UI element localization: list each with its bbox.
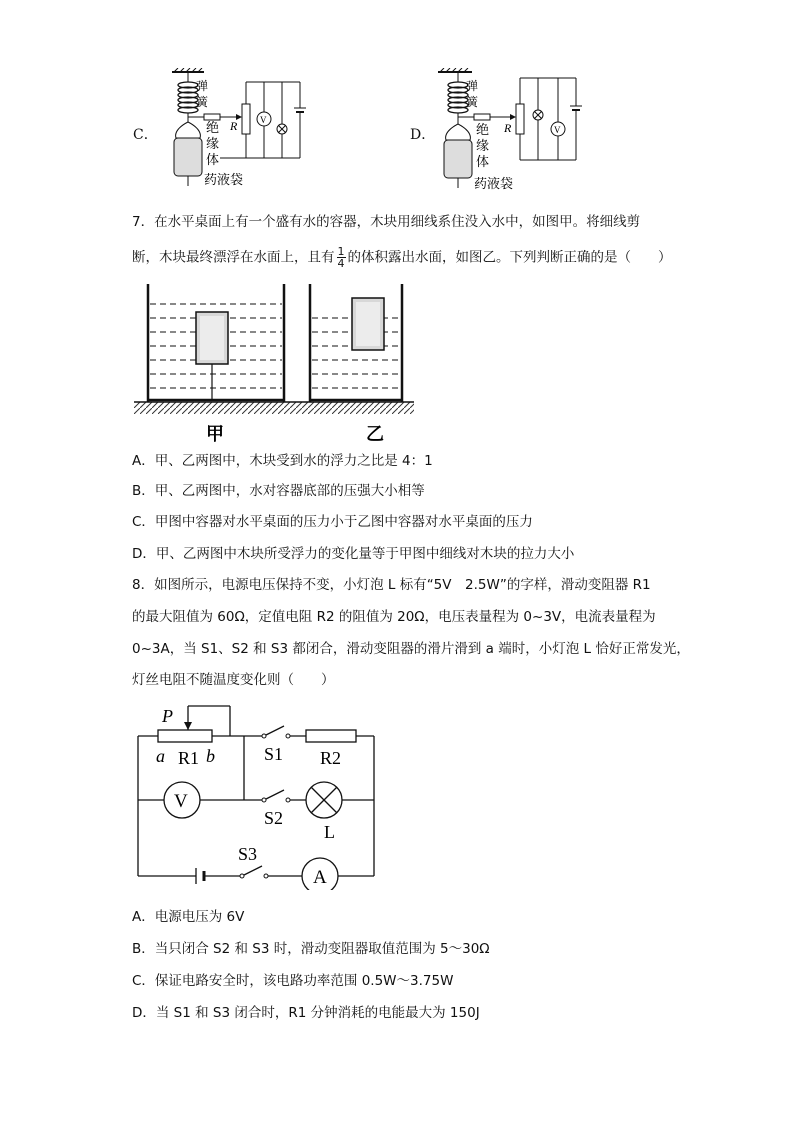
q8-end-b-label: b	[206, 746, 215, 766]
q8-r2-label: R2	[320, 748, 342, 768]
q8-option-c[interactable]: C．保证电路安全时，该电路功率范围 0.5W～3.75W	[132, 973, 454, 989]
q8-option-b[interactable]: B．当只闭合 S2 和 S3 时，滑动变阻器取值范围为 5～30Ω	[132, 941, 490, 957]
q8-end-a-label: a	[156, 746, 165, 766]
q6c-spring-label2: 簧	[196, 95, 209, 109]
q8-s1-label: S1	[264, 744, 284, 764]
q8-slider-label: P	[162, 706, 173, 726]
q7-container-left	[148, 284, 284, 402]
q6c-bag-label: 药液袋	[204, 173, 244, 188]
q6-option-c-label[interactable]: C．	[133, 127, 158, 143]
q6d-r-label: R	[504, 121, 512, 135]
q7-stem-line2a: 断，木块最终漂浮在水面上，且有	[132, 249, 335, 266]
q7-fraction-den: 4	[337, 257, 345, 270]
q6d-lamp-icon	[533, 110, 543, 120]
q7-fig-right-label: 乙	[366, 424, 384, 444]
q8-r1-label: R1	[178, 748, 200, 768]
q6d-spring-label2: 簧	[466, 95, 479, 109]
q6-option-d-diagram	[438, 68, 588, 194]
q6d-insulator-label3: 体	[476, 155, 490, 170]
q8-option-d[interactable]: D．当 S1 和 S3 闭合时，R1 分钟消耗的电能最大为 150J	[132, 1005, 480, 1021]
q6d-insulator-label1: 绝	[476, 123, 490, 138]
q6c-insulator-label3: 体	[206, 153, 220, 168]
q6c-spring-label: 弹	[196, 79, 209, 93]
q7-option-b[interactable]: B．甲、乙两图中，水对容器底部的压强大小相等	[132, 483, 425, 499]
q8-stem-line2: 的最大阻值为 60Ω，定值电阻 R2 的阻值为 20Ω，电压表量程为 0~3V，电流表量程为	[132, 609, 656, 625]
q6d-voltmeter-label: V	[554, 125, 561, 135]
q8-lamp-label: L	[324, 822, 335, 842]
q8-stem-line1: 8．如图所示，电源电压保持不变，小灯泡 L 标有“5V 2.5W”的字样，滑动变阻器 R1	[132, 577, 651, 593]
q6d-insulator-label2: 缘	[476, 139, 490, 154]
q8-battery-icon	[196, 868, 204, 884]
q7-stem-line2b: 的体积露出水面，如图乙。下列判断正确的是（ ）	[347, 249, 672, 266]
q7-container-right	[310, 284, 402, 402]
q8-stem-line3: 0~3A，当 S1、S2 和 S3 都闭合，滑动变阻器的滑片滑到 a 端时，小灯泡 L 恰好正常发光，	[132, 641, 690, 657]
q6c-insulator-label2: 缘	[206, 137, 220, 152]
q8-voltmeter-label: V	[174, 791, 188, 812]
q7-figure	[134, 282, 414, 444]
q8-stem-line4: 灯丝电阻不随温度变化则（ ）	[132, 672, 335, 688]
q8-lamp-icon	[306, 782, 342, 818]
q8-ammeter-label: A	[313, 867, 327, 888]
q6-option-d-label[interactable]: D．	[410, 127, 436, 143]
q6c-voltmeter-label: V	[260, 115, 267, 125]
q6c-insulator-label1: 绝	[206, 121, 220, 136]
q7-fraction	[337, 246, 346, 269]
q6-option-c-diagram	[160, 68, 310, 192]
q8-option-a[interactable]: A．电源电压为 6V	[132, 909, 245, 925]
q7-stem-line2	[132, 246, 672, 269]
q8-s3-label: S3	[238, 844, 258, 864]
q6d-spring-label: 弹	[466, 79, 479, 93]
q7-fig-left-label: 甲	[206, 424, 224, 444]
q6d-bag-label: 药液袋	[474, 177, 514, 192]
q7-stem-line1: 7．在水平桌面上有一个盛有水的容器，木块用细线系住没入水中，如图甲。将细线剪	[132, 214, 641, 230]
q7-option-d[interactable]: D．甲、乙两图中木块所受浮力的变化量等于甲图中细线对木块的拉力大小	[132, 546, 575, 562]
q6c-lamp-icon	[277, 124, 287, 134]
q6c-r-label: R	[230, 119, 238, 133]
q8-s2-label: S2	[264, 808, 284, 828]
q7-fraction-num: 1	[337, 245, 345, 258]
q7-option-c[interactable]: C．甲图中容器对水平桌面的压力小于乙图中容器对水平桌面的压力	[132, 514, 533, 530]
q7-option-a[interactable]: A．甲、乙两图中，木块受到水的浮力之比是 4：1	[132, 453, 433, 469]
q8-circuit-diagram	[134, 700, 384, 890]
